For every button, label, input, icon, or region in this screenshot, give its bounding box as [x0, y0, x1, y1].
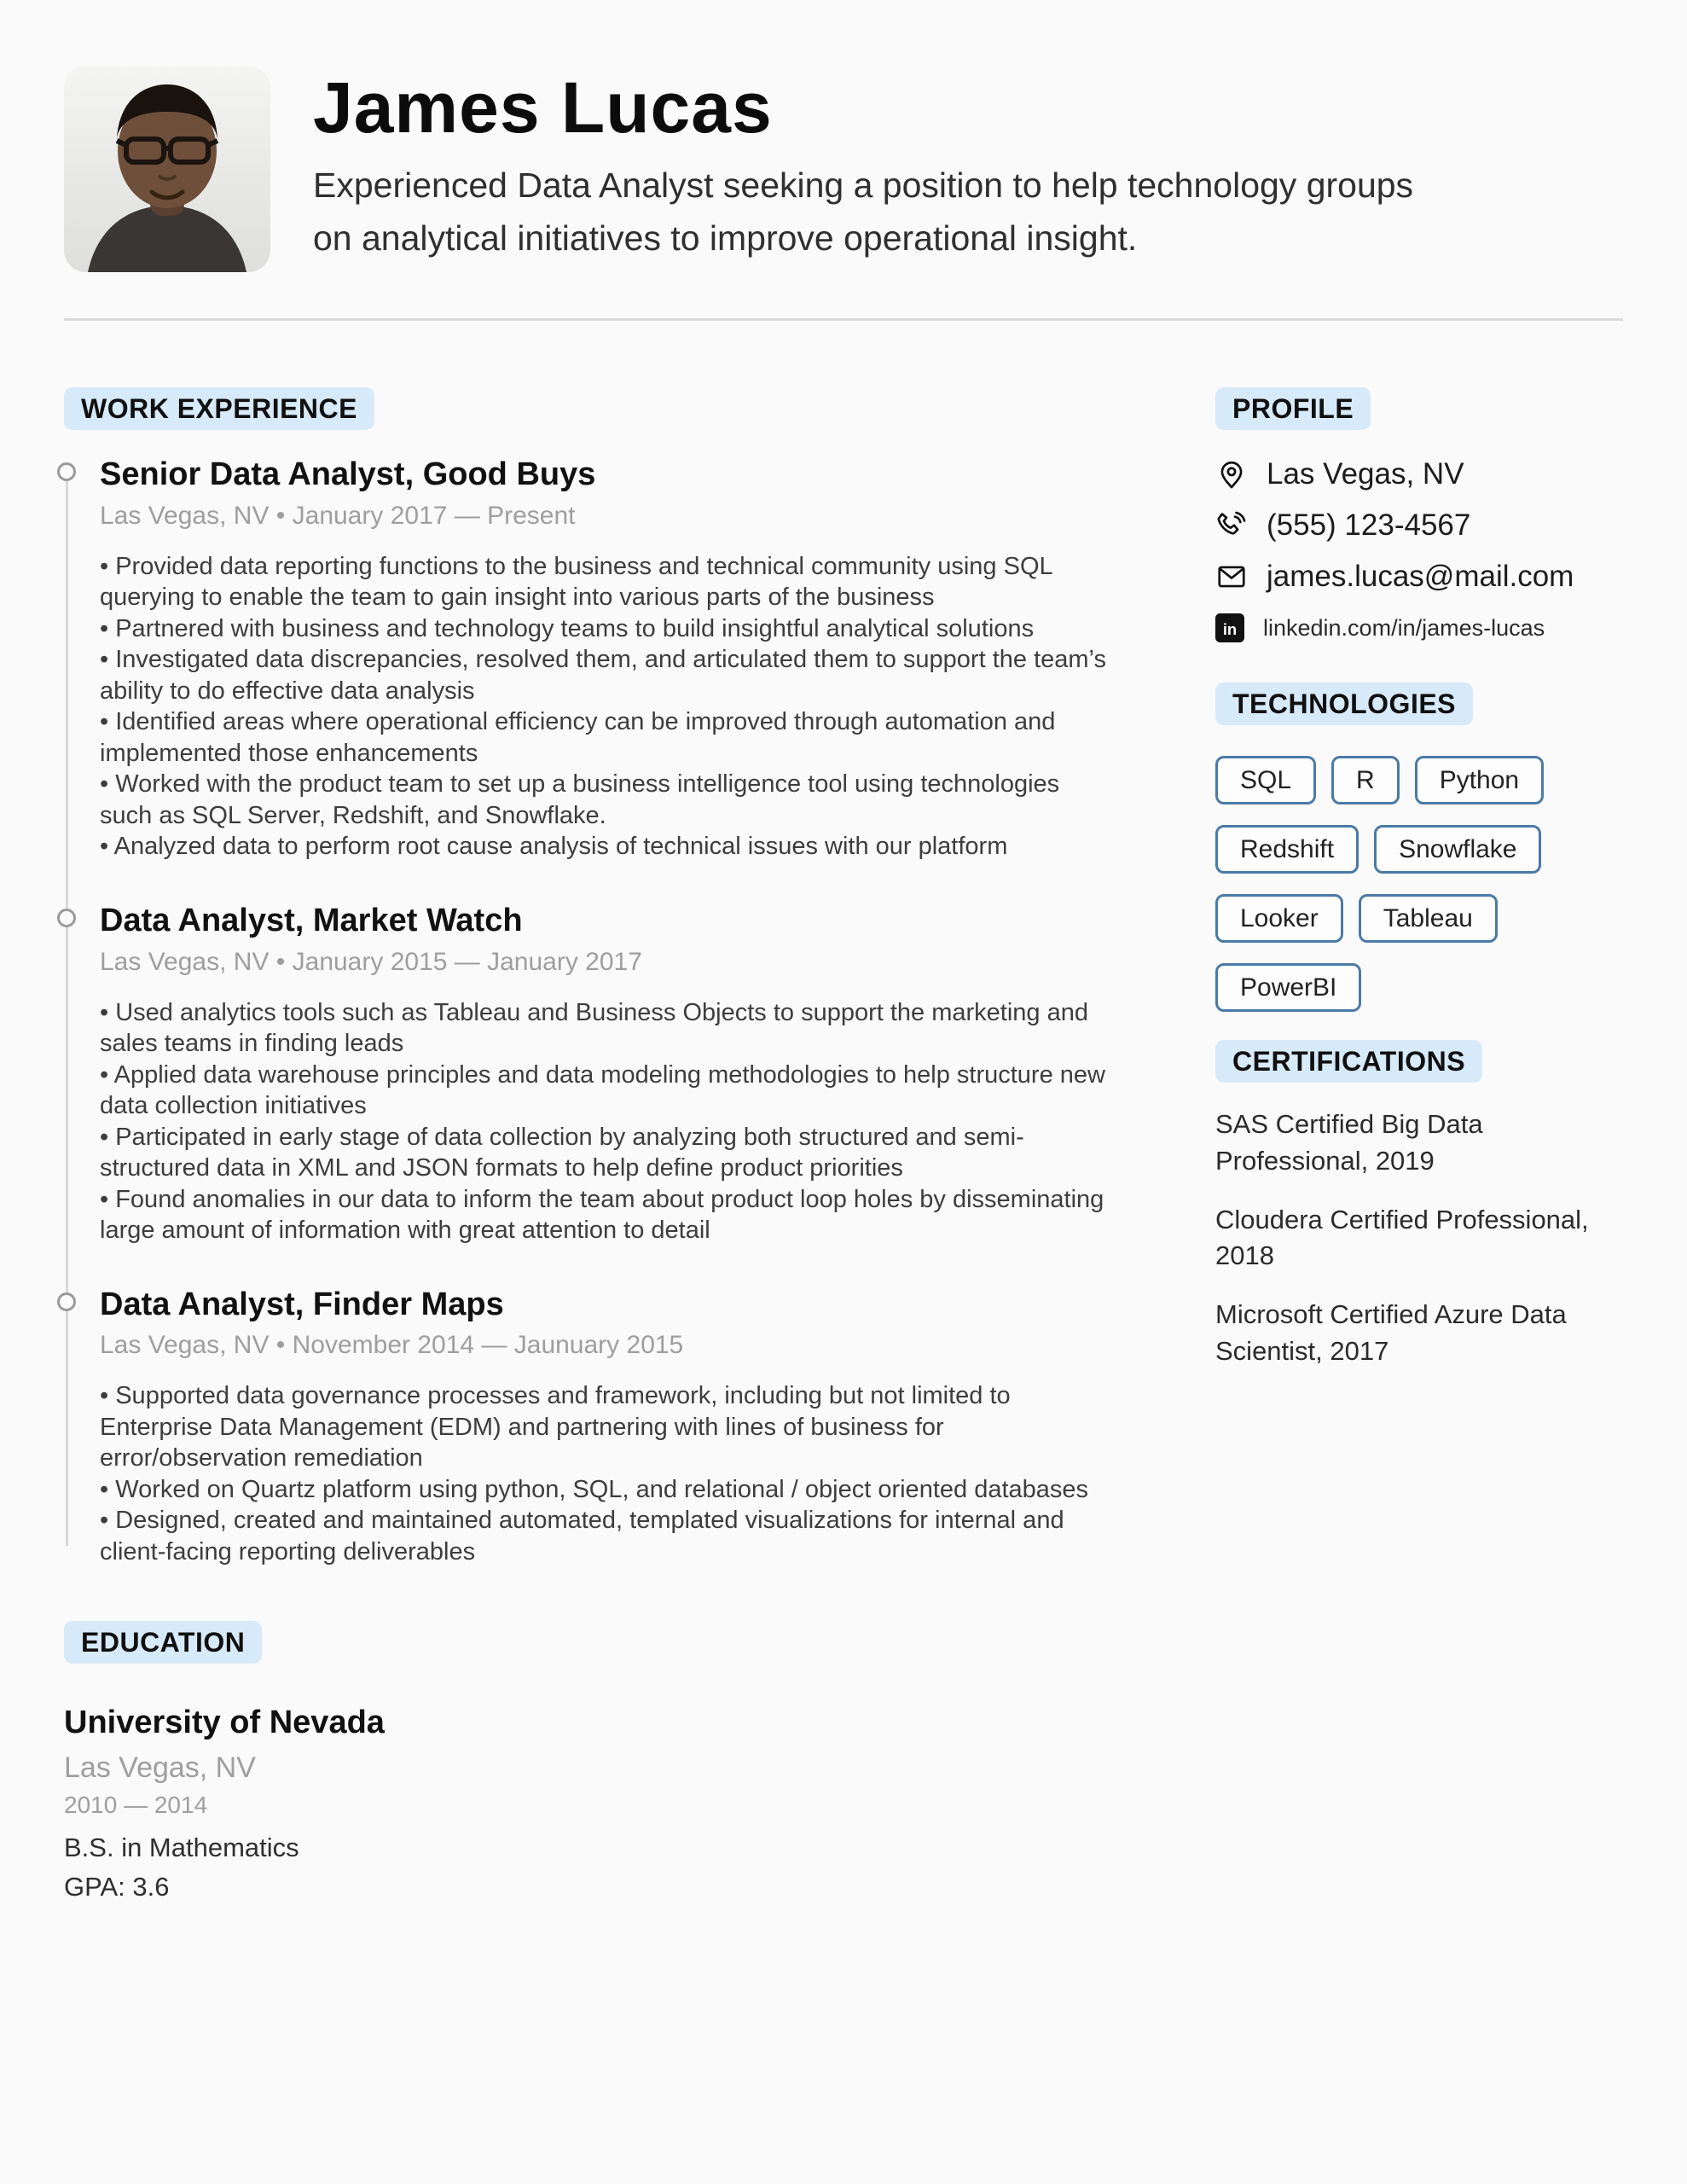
section-chip-education: EDUCATION: [64, 1621, 262, 1664]
tech-tag: Snowflake: [1374, 825, 1541, 874]
tag-row: [1215, 756, 1633, 804]
profile-contact-list: [1215, 456, 1633, 647]
section-chip-work-experience: WORK EXPERIENCE: [64, 387, 374, 430]
job-title: Data Analyst, Finder Maps: [100, 1286, 504, 1322]
job-entry: [64, 1286, 1117, 1568]
job-bullet-list: [100, 551, 1117, 863]
profile-location: [1215, 456, 1633, 493]
tag-row: [1215, 894, 1633, 943]
tech-tag: R: [1331, 756, 1400, 804]
technologies-section: [1215, 682, 1633, 1012]
job-bullet: • Partnered with business and technology teams to build insightful analytical solutions: [100, 613, 1117, 645]
timeline-dot: [57, 909, 76, 927]
tech-tag: Looker: [1215, 894, 1343, 943]
job-bullet: • Worked with the product team to set up a business intelligence tool using technologies such as SQL Server, Redshift, and Snowflake.: [100, 769, 1117, 831]
job-bullet: • Analyzed data to perform root cause analysis of technical issues with our platform: [100, 831, 1117, 863]
left-column: [64, 387, 1117, 1902]
timeline-dot: [57, 1292, 76, 1311]
job-bullet: • Investigated data discrepancies, resolved them, and articulated them to support the team’s ability to do effective data analysis: [100, 644, 1117, 706]
location-pin-icon: [1215, 458, 1248, 491]
timeline-dot: [57, 462, 76, 481]
job-bullet: • Provided data reporting functions to the business and technical community using SQL querying to enable the team to gain insight into various parts of the business: [100, 551, 1117, 613]
job-bullet: • Participated in early stage of data collection by analyzing both structured and semi-structured data in XML and JSON formats to help define product priorities: [100, 1122, 1117, 1184]
job-entry: [64, 902, 1117, 1246]
profile-phone-text: (555) 123-4567: [1267, 508, 1471, 542]
tech-tag: PowerBI: [1215, 963, 1361, 1012]
phone-icon: [1215, 509, 1248, 542]
profile-email[interactable]: [1215, 558, 1633, 595]
certification-item: SAS Certified Big Data Professional, 2019: [1215, 1109, 1483, 1176]
section-chip-profile: PROFILE: [1215, 387, 1371, 430]
section-chip-technologies: TECHNOLOGIES: [1215, 682, 1473, 725]
job-bullet: • Applied data warehouse principles and data modeling methodologies to help structure new data collection initiatives: [100, 1060, 1117, 1122]
content-columns: [0, 387, 1687, 1902]
job-title: Senior Data Analyst, Good Buys: [100, 456, 596, 492]
linkedin-icon: [1215, 613, 1244, 642]
job-bullet-list: [100, 1380, 1117, 1567]
profile-photo: [64, 66, 270, 272]
profile-linkedin-text[interactable]: linkedin.com/in/james-lucas: [1263, 614, 1545, 641]
profile-location-text: Las Vegas, NV: [1267, 457, 1464, 491]
job-meta: Las Vegas, NV • January 2017 — Present: [100, 501, 576, 530]
tag-row: [1215, 963, 1633, 1012]
education-gpa: GPA: 3.6: [64, 1871, 170, 1902]
education-section: [64, 1621, 1117, 1902]
profile-photo-illustration: [64, 66, 270, 272]
education-location: Las Vegas, NV: [64, 1751, 256, 1784]
certification-item: Cloudera Certified Professional, 2018: [1215, 1204, 1589, 1271]
education-school: University of Nevada: [64, 1704, 385, 1740]
email-icon: [1215, 561, 1248, 593]
tech-tag: SQL: [1215, 756, 1316, 804]
certification-item: Microsoft Certified Azure Data Scientist, 2017: [1215, 1299, 1567, 1366]
job-bullet: • Found anomalies in our data to inform the team about product loop holes by disseminating large amount of information with great attention to detail: [100, 1184, 1117, 1246]
resume-header: [0, 0, 1687, 272]
job-entry: [64, 456, 1117, 863]
header-divider: [64, 318, 1623, 321]
tech-tag: Tableau: [1359, 894, 1498, 943]
profile-phone: [1215, 507, 1633, 544]
certification-list: [1215, 1107, 1633, 1370]
job-meta: Las Vegas, NV • November 2014 — Jaunuary 2015: [100, 1331, 684, 1360]
job-meta: Las Vegas, NV • January 2015 — January 2017: [100, 947, 642, 976]
section-chip-certifications: CERTIFICATIONS: [1215, 1040, 1482, 1083]
education-degree: B.S. in Mathematics: [64, 1832, 299, 1862]
technology-tags: [1215, 756, 1633, 1012]
work-timeline: [64, 456, 1117, 1568]
tagline: Experienced Data Analyst seeking a position to help technology groups on analytical initiatives to improve operational insight.: [313, 166, 1414, 258]
job-bullet: • Supported data governance processes and framework, including but not limited to Enterprise Data Management (EDM) and partnering with lines of business for error/observation remediation: [100, 1380, 1117, 1474]
tech-tag: Redshift: [1215, 825, 1359, 874]
tag-row: [1215, 825, 1633, 874]
job-bullet-list: [100, 997, 1117, 1246]
job-bullet: • Identified areas where operational efficiency can be improved through automation and implemented those enhancements: [100, 706, 1117, 769]
svg-text:in: in: [1222, 619, 1238, 638]
job-bullet: • Designed, created and maintained automated, templated visualizations for internal and client-facing reporting deliverables: [100, 1505, 1117, 1567]
page-title: James Lucas: [313, 67, 773, 148]
job-bullet: • Used analytics tools such as Tableau and Business Objects to support the marketing and sales teams in finding leads: [100, 997, 1117, 1060]
job-bullet: • Worked on Quartz platform using python, SQL, and relational / object oriented databases: [100, 1474, 1117, 1506]
certifications-section: [1215, 1040, 1633, 1370]
header-text: [313, 66, 1422, 264]
right-column: [1215, 387, 1633, 1902]
profile-linkedin[interactable]: [1215, 609, 1633, 647]
tech-tag: Python: [1415, 756, 1544, 804]
job-title: Data Analyst, Market Watch: [100, 902, 523, 938]
profile-email-text[interactable]: james.lucas@mail.com: [1267, 560, 1574, 593]
education-dates: 2010 — 2014: [64, 1791, 208, 1818]
